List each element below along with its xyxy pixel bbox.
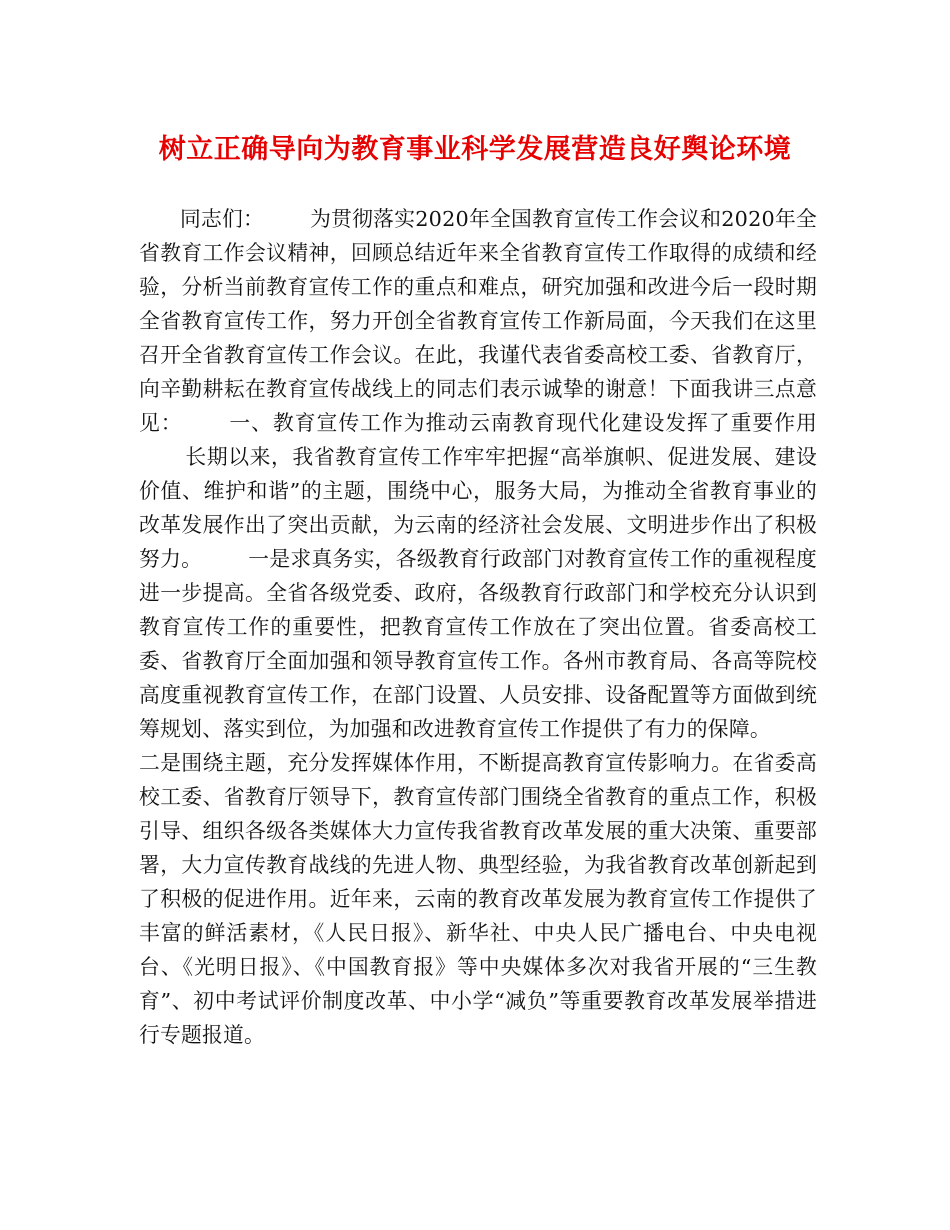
point-one: 一是求真务实，各级教育行政部门对教育宣传工作的重视程度进一步提高。全省各级党委、政府，各级教育行政部门和学校充分认识到教育宣传工作的重要性，把教育宣传工作放在了突出位置。省委高校工委、省教育厅全面加强和领导教育宣传工作。各州市教育局、各高等院校高度重视教育宣传工作，在部门设置、人员安排、设备配置等方面做到统筹规划、落实到位，为加强和改进教育宣传工作提供了有力的保障。 (139, 547, 817, 741)
section-heading-1: 一、教育宣传工作为推动云南教育现代化建设发挥了重要作用 (228, 411, 817, 435)
body-paragraph (139, 202, 817, 1052)
point-two: 二是围绕主题，充分发挥媒体作用，不断提高教育宣传影响力。在省委高校工委、省教育厅领导下，教育宣传部门围绕全省教育的重点工作，积极引导、组织各级各类媒体大力宣传我省教育改革发展的重大决策、重要部署，大力宣传教育战线的先进人物、典型经验，为我省教育改革创新起到了积极的促进作用。近年来，云南的教育改革发展为教育宣传工作提供了丰富的鲜活素材，《人民日报》、新华社、中央人民广播电台、中央电视台、《光明日报》、《中国教育报》等中央媒体多次对我省开展的“三生教育”、初中考试评价制度改革、中小学“减负”等重要教育改革发展举措进行专题报道。 (139, 751, 817, 1047)
opening-paragraph: 为贯彻落实2020年全国教育宣传工作会议和2020年全省教育工作会议精神，回顾总结近年来全省教育宣传工作取得的成绩和经验，分析当前教育宣传工作的重点和难点，研究加强和改进今后一段时期全省教育宣传工作，努力开创全省教育宣传工作新局面，今天我们在这里召开全省教育宣传工作会议。在此，我谨代表省委高校工委、省教育厅，向辛勤耕耘在教育宣传战线上的同志们表示诚挚的谢意！下面我讲三点意见： (139, 207, 817, 435)
document-title: 树立正确导向为教育事业科学发展营造良好舆论环境 (158, 134, 792, 165)
salutation: 同志们： (180, 207, 265, 231)
section-1-intro: 长期以来，我省教育宣传工作牢牢把握“高举旗帜、促进发展、建设价值、维护和谐”的主题，围绕中心，服务大局，为推动全省教育事业的改革发展作出了突出贡献，为云南的经济社会发展、文明进步作出了积极努力。 (139, 445, 817, 571)
